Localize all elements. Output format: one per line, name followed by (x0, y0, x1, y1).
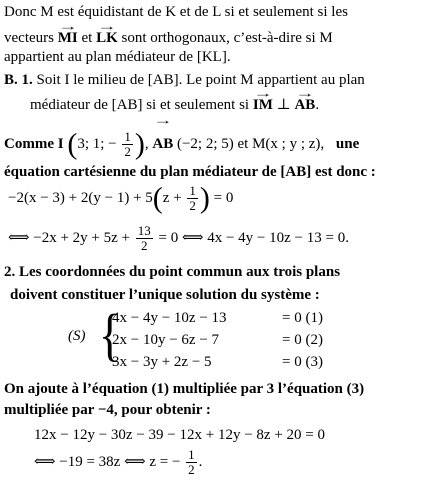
text-span: = 0 (213, 190, 234, 206)
fraction: $\frac{1}{2}$ (188, 447, 195, 478)
equation: 12x − 12y − 30z − 39 − 12x + 12y − 8z + 20 = 0 (34, 427, 325, 443)
text-line: multipliée par −4, pour obtenir : (4, 402, 211, 418)
text-span: ⟺ −2x + 2y + 5z + (8, 230, 130, 246)
text-span: médiateur de [AB] si et seulement si (30, 97, 250, 113)
coords: 3; 1; − (77, 136, 117, 152)
text-span: Les coordonnées du point commun aux trois plans (19, 264, 341, 280)
perp-symbol: ⊥ (276, 97, 291, 113)
text-line: Comme I (3; 1; − $\frac{1}{2}$ ), → AB (−2; 2; 5) et M(x ; y ; z), une (4, 124, 359, 164)
text-span: z + (162, 190, 182, 206)
equation (8, 180, 233, 216)
vector-mi: → MI (58, 30, 78, 47)
paren-open: ( (67, 127, 78, 161)
equation (34, 444, 202, 480)
vector-lk: → LK (96, 30, 118, 47)
text-span: sont orthogonaux, c’est-à-dire si M (121, 30, 333, 46)
text-span: −2(x − 3) + 2(y − 1) + 5 (8, 190, 153, 206)
text-span: . (315, 97, 320, 113)
text-span: (−2; 2; 5) et M(x ; y ; z), (176, 136, 325, 152)
system-name: (S) (68, 328, 86, 344)
paren-open: ( (152, 181, 163, 215)
text-line: appartient au plan médiateur de [KL]. (4, 49, 231, 65)
brace: { (98, 302, 122, 367)
text-line: doivent constituer l’unique solution du système : (10, 287, 320, 303)
text-line (4, 30, 333, 47)
paren-close: ) (134, 127, 145, 161)
text-span: Comme I (4, 136, 64, 152)
text-line (4, 264, 340, 281)
text-span: Soit I le milieu de [AB]. Le point M appartient au plan (36, 72, 365, 88)
vector-im: → IM (253, 97, 273, 114)
fraction: $\frac{1}{2}$ (189, 183, 196, 214)
paren-close: ) (199, 181, 210, 215)
fraction: $\frac{1}{2}$ (124, 129, 131, 160)
text-span: vecteurs (4, 30, 54, 46)
text-span: . (198, 454, 203, 470)
text-line: Donc M est équidistant de K et de L si et seulement si les (4, 4, 348, 20)
text-line: équation cartésienne du plan médiateur de [AB] est donc : (4, 164, 376, 180)
text-line: On ajoute à l’équation (1) multipliée par 3 l’équation (3) (4, 381, 365, 397)
vector-ab: → AB (294, 97, 315, 114)
text-span: et (81, 30, 93, 46)
text-span: ⟺ −19 = 38z ⟺ z = − (34, 454, 181, 470)
text-line (30, 97, 319, 114)
equation (8, 220, 349, 256)
text-span: = 0 ⟺ 4x − 4y − 10z − 13 = 0. (158, 230, 349, 246)
section-label: 2. (4, 264, 16, 280)
section-label: B. 1. (4, 72, 33, 88)
text-span: une (335, 136, 360, 152)
vector-ab: → AB (152, 124, 173, 164)
fraction: $\frac{13}{2}$ (137, 223, 151, 254)
